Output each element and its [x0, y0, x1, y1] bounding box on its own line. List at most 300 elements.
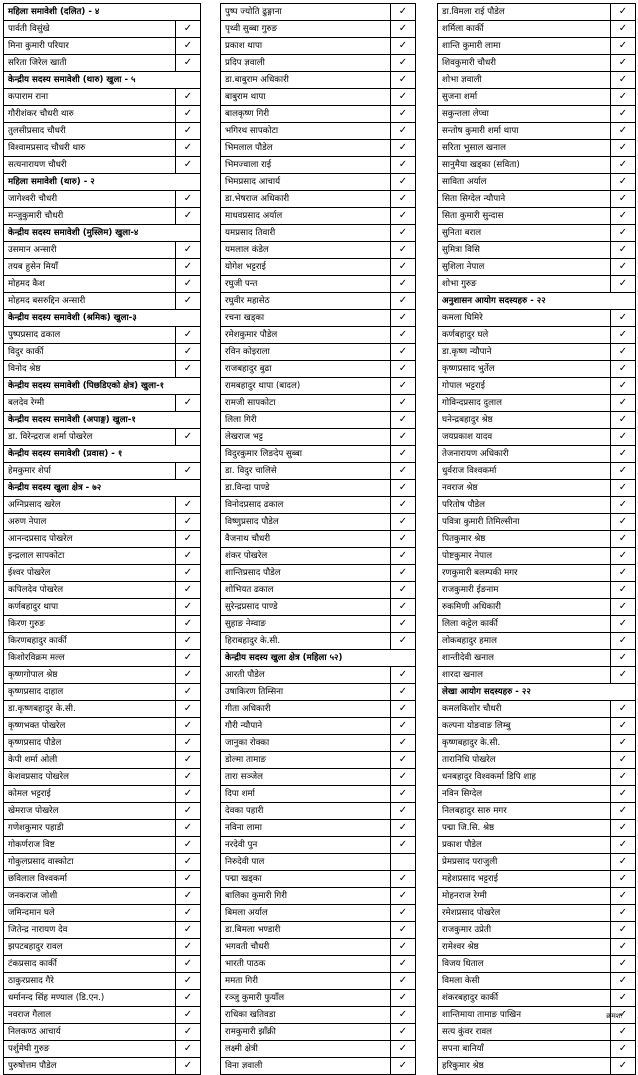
checkmark-icon: ✓: [391, 684, 416, 701]
candidate-row: [438, 395, 636, 412]
candidate-row: [438, 4, 636, 21]
candidate-row: [438, 276, 636, 293]
candidate-row: [438, 361, 636, 378]
candidate-name: जमिन्दमान घले: [4, 905, 176, 922]
candidate-name: शारदा खनाल: [438, 667, 611, 684]
checkmark-icon: ✓: [611, 701, 636, 718]
candidate-row: [4, 905, 201, 922]
checkmark-icon: ✓: [611, 480, 636, 497]
candidate-name: निलबहादुर सारु मगर: [438, 803, 611, 820]
checkmark-icon: ✓: [176, 888, 201, 905]
candidate-row: [438, 633, 636, 650]
candidate-row: [221, 310, 416, 327]
checkmark-icon: ✓: [391, 429, 416, 446]
checkmark-icon: ✓: [176, 1041, 201, 1058]
candidate-name: पुरुषोत्तम पौडेल: [4, 1058, 176, 1075]
checkmark-icon: ✓: [391, 1058, 416, 1075]
candidate-name: नवराज गैलाल: [4, 1007, 176, 1024]
candidate-row: [4, 633, 201, 650]
candidate-row: [221, 361, 416, 378]
candidate-row: [221, 701, 416, 718]
candidate-name: जागेश्वरी चौधरी: [4, 191, 176, 208]
candidate-name: पितकुमार श्रेष्ठ: [438, 531, 611, 548]
candidate-row: [438, 531, 636, 548]
candidate-row: [4, 990, 201, 1007]
candidate-row: [4, 208, 201, 225]
candidate-row: [221, 1041, 416, 1058]
candidate-name: कोमल भट्टराई: [4, 786, 176, 803]
checkmark-icon: ✓: [611, 565, 636, 582]
candidate-row: [438, 208, 636, 225]
checkmark-icon: ✓: [611, 718, 636, 735]
candidate-name: विमला केसी: [438, 973, 611, 990]
candidate-row: [4, 514, 201, 531]
checkmark-icon: ✓: [176, 616, 201, 633]
checkmark-icon: ✓: [391, 837, 416, 854]
section-header-row: [4, 378, 201, 395]
checkmark-icon: ✓: [611, 140, 636, 157]
section-header: केन्द्रीय सदस्य समावेशी (थारु) खुला - ५: [4, 72, 201, 89]
candidate-row: [438, 1041, 636, 1058]
candidate-row: [221, 259, 416, 276]
candidate-row: [4, 548, 201, 565]
checkmark-icon: ✓: [391, 820, 416, 837]
checkmark-icon: ✓: [611, 1041, 636, 1058]
candidate-row: [4, 55, 201, 72]
candidate-row: [4, 327, 201, 344]
checkmark-icon: ✓: [611, 871, 636, 888]
candidate-row: [4, 735, 201, 752]
checkmark-icon: ✓: [611, 429, 636, 446]
checkmark-icon: ✓: [611, 854, 636, 871]
candidate-name: सुनिता बराल: [438, 225, 611, 242]
candidate-row: [438, 565, 636, 582]
checkmark-icon: ✓: [176, 327, 201, 344]
candidate-name: प्रकाश पौडेल: [438, 837, 611, 854]
candidate-row: [438, 752, 636, 769]
candidate-name: सुशिला नेपाल: [438, 259, 611, 276]
candidate-name: हरिकुमार श्रेष्ठ: [438, 1058, 611, 1075]
candidate-name: पवित्रा कुमारी तिमिल्सीना: [438, 514, 611, 531]
candidate-row: [438, 21, 636, 38]
checkmark-icon: ✓: [611, 327, 636, 344]
candidate-row: [438, 616, 636, 633]
candidate-name: जितेन्द्र नारायण देव: [4, 922, 176, 939]
candidate-row: [4, 344, 201, 361]
candidate-row: [438, 650, 636, 667]
section-header-row: [4, 412, 201, 429]
candidate-name: देवका पहारी: [221, 803, 391, 820]
candidate-name: लिला गिरी: [221, 412, 391, 429]
checkmark-icon: ✓: [176, 701, 201, 718]
candidate-row: [438, 72, 636, 89]
candidate-name: जनकराज जोशी: [4, 888, 176, 905]
checkmark-icon: ✓: [391, 514, 416, 531]
candidate-row: [4, 106, 201, 123]
section-header-row: [4, 225, 201, 242]
checkmark-icon: ✓: [611, 191, 636, 208]
checkmark-icon: ✓: [611, 208, 636, 225]
checkmark-icon: ✓: [176, 1024, 201, 1041]
candidate-row: [438, 718, 636, 735]
candidate-row: [221, 514, 416, 531]
checkmark-icon: ✓: [176, 820, 201, 837]
candidate-row: [438, 344, 636, 361]
candidate-row: [221, 140, 416, 157]
candidate-row: [221, 939, 416, 956]
candidate-row: [4, 361, 201, 378]
checkmark-icon: ✓: [176, 123, 201, 140]
candidate-row: [4, 1058, 201, 1075]
candidate-row: [438, 905, 636, 922]
checkmark-icon: ✓: [391, 973, 416, 990]
checkmark-icon: ✓: [391, 412, 416, 429]
candidate-row: [4, 650, 201, 667]
candidate-name: लेखराज भट्ट: [221, 429, 391, 446]
checkmark-icon: ✓: [611, 769, 636, 786]
section-header: केन्द्रीय सदस्य समावेशी (प्रवास) - १: [4, 446, 201, 463]
checkmark-icon: ✓: [611, 820, 636, 837]
candidate-name: खेमराज पोखरेल: [4, 803, 176, 820]
candidate-row: [221, 1007, 416, 1024]
candidate-row: [4, 752, 201, 769]
checkmark-icon: ✓: [391, 735, 416, 752]
candidate-row: [4, 854, 201, 871]
candidate-name: माधवप्रसाद अर्याल: [221, 208, 391, 225]
candidate-name: रघुवीर महासेठ: [221, 293, 391, 310]
candidate-name: सुरेन्द्रप्रसाद पाण्डे: [221, 599, 391, 616]
candidate-name: निलकण्ठ आचार्य: [4, 1024, 176, 1041]
candidate-row: [4, 769, 201, 786]
candidate-name: आरती पौडेल: [221, 667, 391, 684]
checkmark-icon: ✓: [176, 956, 201, 973]
candidate-row: [4, 463, 201, 480]
candidate-name: अरुण नेपाल: [4, 514, 176, 531]
checkmark-icon: ✓: [391, 208, 416, 225]
checkmark-icon: ✓: [611, 990, 636, 1007]
candidate-row: [438, 412, 636, 429]
checkmark-icon: ✓: [611, 123, 636, 140]
checkmark-icon: ✓: [391, 599, 416, 616]
section-header: केन्द्रीय सदस्य खुला क्षेत्र - ७२: [4, 480, 201, 497]
checkmark-icon: ✓: [176, 582, 201, 599]
candidate-row: [438, 38, 636, 55]
candidate-name: विजय धिताल: [438, 956, 611, 973]
candidate-name: जानुका रोक्का: [221, 735, 391, 752]
candidate-name: भिमप्रसाद आचार्य: [221, 174, 391, 191]
checkmark-icon: ✓: [176, 1058, 201, 1075]
candidate-name: तयब हुसेन मियाँ: [4, 259, 176, 276]
candidate-row: [4, 259, 201, 276]
candidate-name: कृष्णभक्त पोखरेल: [4, 718, 176, 735]
checkmark-icon: ✓: [611, 276, 636, 293]
candidate-name: रविन कोइराला: [221, 344, 391, 361]
checkmark-icon: ✓: [176, 735, 201, 752]
checkmark-icon: ✓: [176, 667, 201, 684]
candidate-row: [4, 599, 201, 616]
candidate-name: पोष्टकुमार नेपाल: [438, 548, 611, 565]
candidate-name: गौरीशंकर चौधरी थारु: [4, 106, 176, 123]
candidate-row: [221, 599, 416, 616]
candidate-row: [221, 4, 416, 21]
candidate-row: [438, 1058, 636, 1075]
candidate-name: मोहमद बसरुद्दिन अन्सारी: [4, 293, 176, 310]
candidate-name: बालकृष्ण गिरी: [221, 106, 391, 123]
candidate-row: [438, 922, 636, 939]
checkmark-icon: ✓: [611, 38, 636, 55]
candidate-name: गणेशकुमार पहाडी: [4, 820, 176, 837]
candidate-row: [221, 531, 416, 548]
checkmark-icon: ✓: [611, 106, 636, 123]
candidate-name: बलदेव रेग्मी: [4, 395, 176, 412]
checkmark-icon: ✓: [611, 89, 636, 106]
section-header-row: [438, 293, 636, 310]
candidate-row: [4, 667, 201, 684]
candidate-name: यमप्रसाद तिवारी: [221, 225, 391, 242]
checkmark-icon: ✓: [391, 89, 416, 106]
candidate-row: [221, 752, 416, 769]
candidate-row: [438, 854, 636, 871]
checkmark-icon: ✓: [611, 344, 636, 361]
checkmark-icon: ✓: [391, 905, 416, 922]
checkmark-icon: ✓: [391, 990, 416, 1007]
candidate-name: शान्ति कुमारी लामा: [438, 38, 611, 55]
candidate-row: [221, 718, 416, 735]
checkmark-icon: ✓: [391, 922, 416, 939]
checkmark-icon: ✓: [176, 259, 201, 276]
candidate-row: [221, 786, 416, 803]
candidate-name: तेजनारायण अधिकारी: [438, 446, 611, 463]
candidate-name: पद्मा जि.सि. श्रेष्ठ: [438, 820, 611, 837]
checkmark-icon: ✓: [176, 718, 201, 735]
candidate-row: [438, 140, 636, 157]
checkmark-icon: ✓: [391, 752, 416, 769]
candidate-row: [221, 888, 416, 905]
checkmark-icon: ✓: [611, 412, 636, 429]
candidate-row: [4, 701, 201, 718]
candidate-row: [438, 225, 636, 242]
section-header-row: [4, 72, 201, 89]
candidate-row: [221, 55, 416, 72]
candidate-row: [221, 956, 416, 973]
candidate-row: [221, 225, 416, 242]
checkmark-icon: ✓: [391, 1024, 416, 1041]
checkmark-icon: ✓: [391, 361, 416, 378]
checkmark-icon: ✓: [176, 276, 201, 293]
candidate-row: [221, 157, 416, 174]
candidate-name: मिना कुमारी परियार: [4, 38, 176, 55]
candidate-name: नविना लामा: [221, 820, 391, 837]
candidate-name: उसमान अन्सारी: [4, 242, 176, 259]
candidate-row: [221, 276, 416, 293]
section-header-row: [4, 310, 201, 327]
checkmark-icon: ✓: [176, 990, 201, 1007]
candidate-name: पद्मा खड्का: [221, 871, 391, 888]
candidate-row: [438, 582, 636, 599]
candidate-name: तारा सञ्जेल: [221, 769, 391, 786]
candidate-row: [4, 565, 201, 582]
candidate-row: [438, 548, 636, 565]
candidate-row: [438, 429, 636, 446]
candidate-name: रञ्जु कुमारी फुयाँल: [221, 990, 391, 1007]
checkmark-icon: ✓: [391, 718, 416, 735]
candidate-name: सरिता जिरेल खाती: [4, 55, 176, 72]
checkmark-icon: ✓: [176, 497, 201, 514]
candidate-row: [438, 480, 636, 497]
candidate-row: [4, 1024, 201, 1041]
candidate-name: भिमलाल पौडेल: [221, 140, 391, 157]
checkmark-icon: ✓: [611, 973, 636, 990]
candidate-row: [221, 106, 416, 123]
checkmark-icon: ✓: [391, 310, 416, 327]
candidate-name: डा.बाबुराम अधिकारी: [221, 72, 391, 89]
candidate-row: [221, 395, 416, 412]
checkmark-icon: ✓: [391, 1007, 416, 1024]
checkmark-icon: ✓: [176, 344, 201, 361]
section-header: महिला समावेशी (दलित) - ४: [4, 4, 201, 21]
candidate-row: [438, 667, 636, 684]
candidate-name: किशोरविक्रम मल्ल: [4, 650, 176, 667]
checkmark-icon: ✓: [176, 973, 201, 990]
checkmark-icon: ✓: [391, 888, 416, 905]
candidate-name: ईश्वर पोखरेल: [4, 565, 176, 582]
candidate-name: विनोदप्रसाद ढकाल: [221, 497, 391, 514]
checkmark-icon: ✓: [611, 1024, 636, 1041]
checkmark-icon: ✓: [176, 395, 201, 412]
candidate-row: [4, 21, 201, 38]
candidate-row: [221, 1024, 416, 1041]
candidate-name: कमलकिशोर चौधरी: [438, 701, 611, 718]
candidate-name: झपटबहादुर रावल: [4, 939, 176, 956]
candidate-name: पर्शुमेघी गुरुङ: [4, 1041, 176, 1058]
section-header-row: [438, 684, 636, 701]
candidate-name: विष्णुप्रसाद पौडेल: [221, 514, 391, 531]
checkmark-icon: ✓: [611, 1007, 636, 1024]
checkmark-icon: ✓: [176, 191, 201, 208]
candidate-row: [221, 565, 416, 582]
candidate-name: सिता सिग्देल न्यौपाने: [438, 191, 611, 208]
candidate-name: पुष्प ज्योति ढुङ्गाना: [221, 4, 391, 21]
candidate-name: पुष्पप्रसाद ढकाल: [4, 327, 176, 344]
candidate-name: रघुजी पन्त: [221, 276, 391, 293]
candidate-row: [438, 497, 636, 514]
candidate-name: सरिता भुसाल खनाल: [438, 140, 611, 157]
candidate-name: सत्यनारायण चौधरी: [4, 157, 176, 174]
candidate-name: तारानिधि पोखरेल: [438, 752, 611, 769]
checkmark-icon: ✓: [176, 905, 201, 922]
candidate-row: [4, 1007, 201, 1024]
candidate-name: सुजना शर्मा: [438, 89, 611, 106]
candidate-name: विदुर कार्की: [4, 344, 176, 361]
candidate-name: डा.कृष्ण न्यौपाने: [438, 344, 611, 361]
candidate-row: [438, 123, 636, 140]
checkmark-icon: ✓: [176, 106, 201, 123]
candidate-name: धनबहादुर विश्वकर्मा डिपि शाह: [438, 769, 611, 786]
candidate-name: शिवकुमारी चौधरी: [438, 55, 611, 72]
candidate-row: [221, 1058, 416, 1075]
candidate-row: [438, 837, 636, 854]
candidate-name: किरणबहादुर कार्की: [4, 633, 176, 650]
candidate-row: [438, 786, 636, 803]
candidate-name: गीता अधिकारी: [221, 701, 391, 718]
checkmark-icon: ✓: [391, 293, 416, 310]
checkmark-icon: ✓: [391, 956, 416, 973]
checkmark-icon: ✓: [391, 140, 416, 157]
candidate-name: धर्मानन्द सिंह मण्याल (डि.एन.): [4, 990, 176, 1007]
checkmark-icon: ✓: [176, 684, 201, 701]
candidate-name: महेशप्रसाद भट्टराई: [438, 871, 611, 888]
section-header: केन्द्रीय सदस्य समावेशी (मुस्लिम) खुला-४: [4, 225, 201, 242]
candidate-name: भगवती चौधरी: [221, 939, 391, 956]
candidate-row: [4, 276, 201, 293]
checkmark-icon: ✓: [176, 650, 201, 667]
candidate-row: [4, 718, 201, 735]
candidate-name: रामेश्वर श्रेष्ठ: [438, 939, 611, 956]
candidate-name: योगेश भट्टराई: [221, 259, 391, 276]
checkmark-icon: ✓: [391, 123, 416, 140]
candidate-row: [438, 514, 636, 531]
candidate-name: नविन सिग्देल: [438, 786, 611, 803]
checkmark-icon: ✓: [611, 735, 636, 752]
candidate-row: [221, 616, 416, 633]
checkmark-icon: ✓: [176, 140, 201, 157]
candidate-name: भिमज्वाला राई: [221, 157, 391, 174]
candidate-row: [438, 973, 636, 990]
checkmark-icon: ✓: [611, 72, 636, 89]
checkmark-icon: ✓: [611, 548, 636, 565]
candidate-row: [221, 633, 416, 650]
candidate-name: राधिका खतिवडा: [221, 1007, 391, 1024]
candidate-name: गोपाल भट्टराई: [438, 378, 611, 395]
section-header: लेखा आयोग सदस्यहरु - २२: [438, 684, 636, 701]
checkmark-icon: ✓: [611, 531, 636, 548]
checkmark-icon: ✓: [611, 837, 636, 854]
candidate-row: [438, 259, 636, 276]
candidate-name: मन्जुकुमारी चौधरी: [4, 208, 176, 225]
candidate-name: रामबहादुर थापा (बादल): [221, 378, 391, 395]
candidate-row: [221, 191, 416, 208]
candidate-name: रचना खड्का: [221, 310, 391, 327]
candidate-name: केपी शर्मा ओली: [4, 752, 176, 769]
candidate-name: इन्द्रलाल सापकोटा: [4, 548, 176, 565]
candidate-row: [221, 735, 416, 752]
candidate-row: [221, 123, 416, 140]
candidate-name: हिराबहादुर के.सी.: [221, 633, 391, 650]
checkmark-icon: ✓: [176, 531, 201, 548]
candidate-name: ममता गिरी: [221, 973, 391, 990]
candidate-row: [4, 429, 201, 446]
candidate-name: छविलाल विश्वकर्मा: [4, 871, 176, 888]
candidate-name: दिपा शर्मा: [221, 786, 391, 803]
candidate-name: डा. विरेन्द्रराज शर्मा पोखरेल: [4, 429, 176, 446]
checkmark-icon: ✓: [611, 599, 636, 616]
checkmark-icon: ✓: [391, 38, 416, 55]
candidate-name: सिता कुमारी सुन्दास: [438, 208, 611, 225]
checkmark-icon: ✓: [391, 616, 416, 633]
checkmark-icon: ✓: [391, 497, 416, 514]
checkmark-icon: ✓: [611, 905, 636, 922]
candidate-name: विनोद श्रेष्ठ: [4, 361, 176, 378]
candidate-name: गोविन्दप्रसाद दुलाल: [438, 395, 611, 412]
candidate-row: [4, 973, 201, 990]
checkmark-icon: ✓: [611, 378, 636, 395]
candidate-row: [4, 582, 201, 599]
candidate-name: अग्निप्रसाद खरेल: [4, 497, 176, 514]
section-header: केन्द्रीय सदस्य खुला क्षेत्र (महिला ५२): [221, 650, 416, 667]
candidate-row: [221, 429, 416, 446]
checkmark-icon: ✓: [391, 480, 416, 497]
candidate-row: [4, 157, 201, 174]
